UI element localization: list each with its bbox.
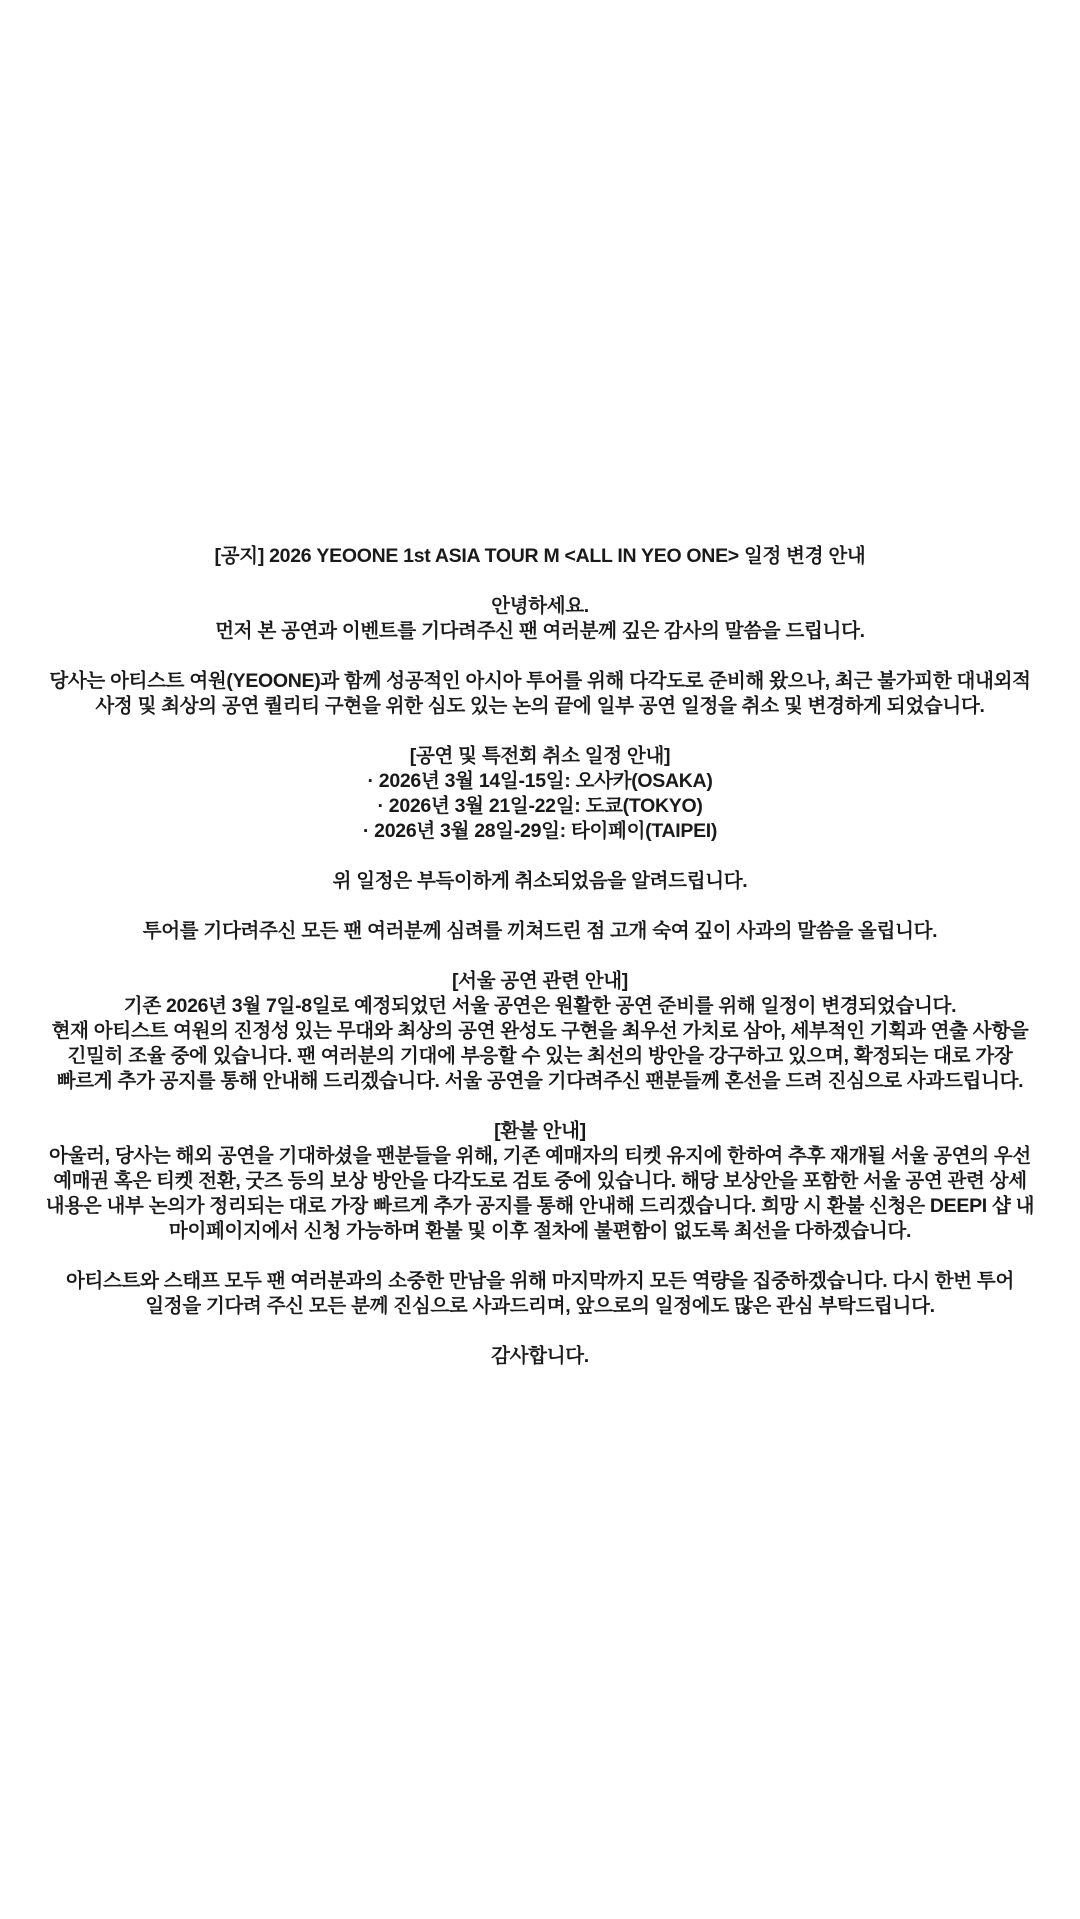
greeting-line: 안녕하세요.	[491, 595, 589, 617]
closing-line: 아티스트와 스태프 모두 팬 여러분과의 소중한 만남을 위해 마지막까지 모든 역량을 집중하겠습니다. 다시 한번 투어	[65, 1270, 1014, 1292]
intro-paragraph	[30, 669, 1050, 719]
signoff-paragraph	[30, 1344, 1050, 1369]
signoff-line: 감사합니다.	[491, 1345, 589, 1367]
closing-paragraph	[30, 1269, 1050, 1319]
seoul-section-line: 빠르게 추가 공지를 통해 안내해 드리겠습니다. 서울 공연을 기다려주신 팬분들께 혼선을 드려 진심으로 사과드립니다.	[56, 1070, 1024, 1092]
refund-section-line: 마이페이지에서 신청 가능하며 환불 및 이후 절차에 불편함이 없도록 최선을 다하겠습니다.	[168, 1220, 912, 1242]
closing-line: 일정을 기다려 주신 모든 분께 진심으로 사과드리며, 앞으로의 일정에도 많은 관심 부탁드립니다.	[145, 1295, 935, 1317]
apology-paragraph	[30, 919, 1050, 944]
notice-title-paragraph	[30, 544, 1050, 569]
refund-section-line: 내용은 내부 논의가 정리되는 대로 가장 빠르게 추가 공지를 통해 안내해 드리겠습니다. 희망 시 환불 신청은 DEEPI 샵 내	[45, 1195, 1035, 1217]
apology-line: 투어를 기다려주신 모든 팬 여러분께 심려를 끼쳐드린 점 고개 숙여 깊이 사과의 말씀을 올립니다.	[142, 920, 938, 942]
greeting-paragraph	[30, 594, 1050, 644]
cancel-schedule-item: · 2026년 3월 21일-22일: 도쿄(TOKYO)	[377, 795, 703, 817]
notice-document	[30, 0, 1050, 1369]
cancel-schedule-heading: [공연 및 특전회 취소 일정 안내]	[409, 745, 671, 767]
refund-section-line: 아울러, 당사는 해외 공연을 기대하셨을 팬분들을 위해, 기존 예매자의 티켓 유지에 한하여 추후 재개될 서울 공연의 우선	[49, 1145, 1031, 1167]
intro-line: 사정 및 최상의 공연 퀄리티 구현을 위한 심도 있는 논의 끝에 일부 공연 일정을 취소 및 변경하게 되었습니다.	[95, 695, 985, 717]
seoul-section	[30, 969, 1050, 1094]
seoul-section-heading: [서울 공연 관련 안내]	[451, 970, 629, 992]
cancel-notice-paragraph	[30, 869, 1050, 894]
seoul-section-line: 긴밀히 조율 중에 있습니다. 팬 여러분의 기대에 부응할 수 있는 최선의 방안을 강구하고 있으며, 확정되는 대로 가장	[67, 1045, 1013, 1067]
refund-section-line: 예매권 혹은 티켓 전환, 굿즈 등의 보상 방안을 다각도로 검토 중에 있습니다. 해당 보상안을 포함한 서울 공연 관련 상세	[53, 1170, 1027, 1192]
greeting-line: 먼저 본 공연과 이벤트를 기다려주신 팬 여러분께 깊은 감사의 말씀을 드립니다.	[215, 620, 865, 642]
refund-section	[30, 1119, 1050, 1244]
cancel-schedule-item: · 2026년 3월 14일-15일: 오사카(OSAKA)	[367, 770, 713, 792]
seoul-section-line: 현재 아티스트 여원의 진정성 있는 무대와 최상의 공연 완성도 구현을 최우선 가치로 삼아, 세부적인 기획과 연출 사항을	[51, 1020, 1029, 1042]
intro-line: 당사는 아티스트 여원(YEOONE)과 함께 성공적인 아시아 투어를 위해 다각도로 준비해 왔으나, 최근 불가피한 대내외적	[49, 670, 1031, 692]
cancel-schedule-section	[30, 744, 1050, 844]
refund-section-heading: [환불 안내]	[494, 1120, 586, 1142]
notice-title: [공지] 2026 YEOONE 1st ASIA TOUR M <ALL IN YEO ONE> 일정 변경 안내	[214, 545, 866, 567]
cancel-schedule-item: · 2026년 3월 28일-29일: 타이페이(TAIPEI)	[362, 820, 718, 842]
cancel-notice-line: 위 일정은 부득이하게 취소되었음을 알려드립니다.	[332, 870, 748, 892]
seoul-section-line: 기존 2026년 3월 7일-8일로 예정되었던 서울 공연은 원활한 공연 준비를 위해 일정이 변경되었습니다.	[123, 995, 957, 1017]
